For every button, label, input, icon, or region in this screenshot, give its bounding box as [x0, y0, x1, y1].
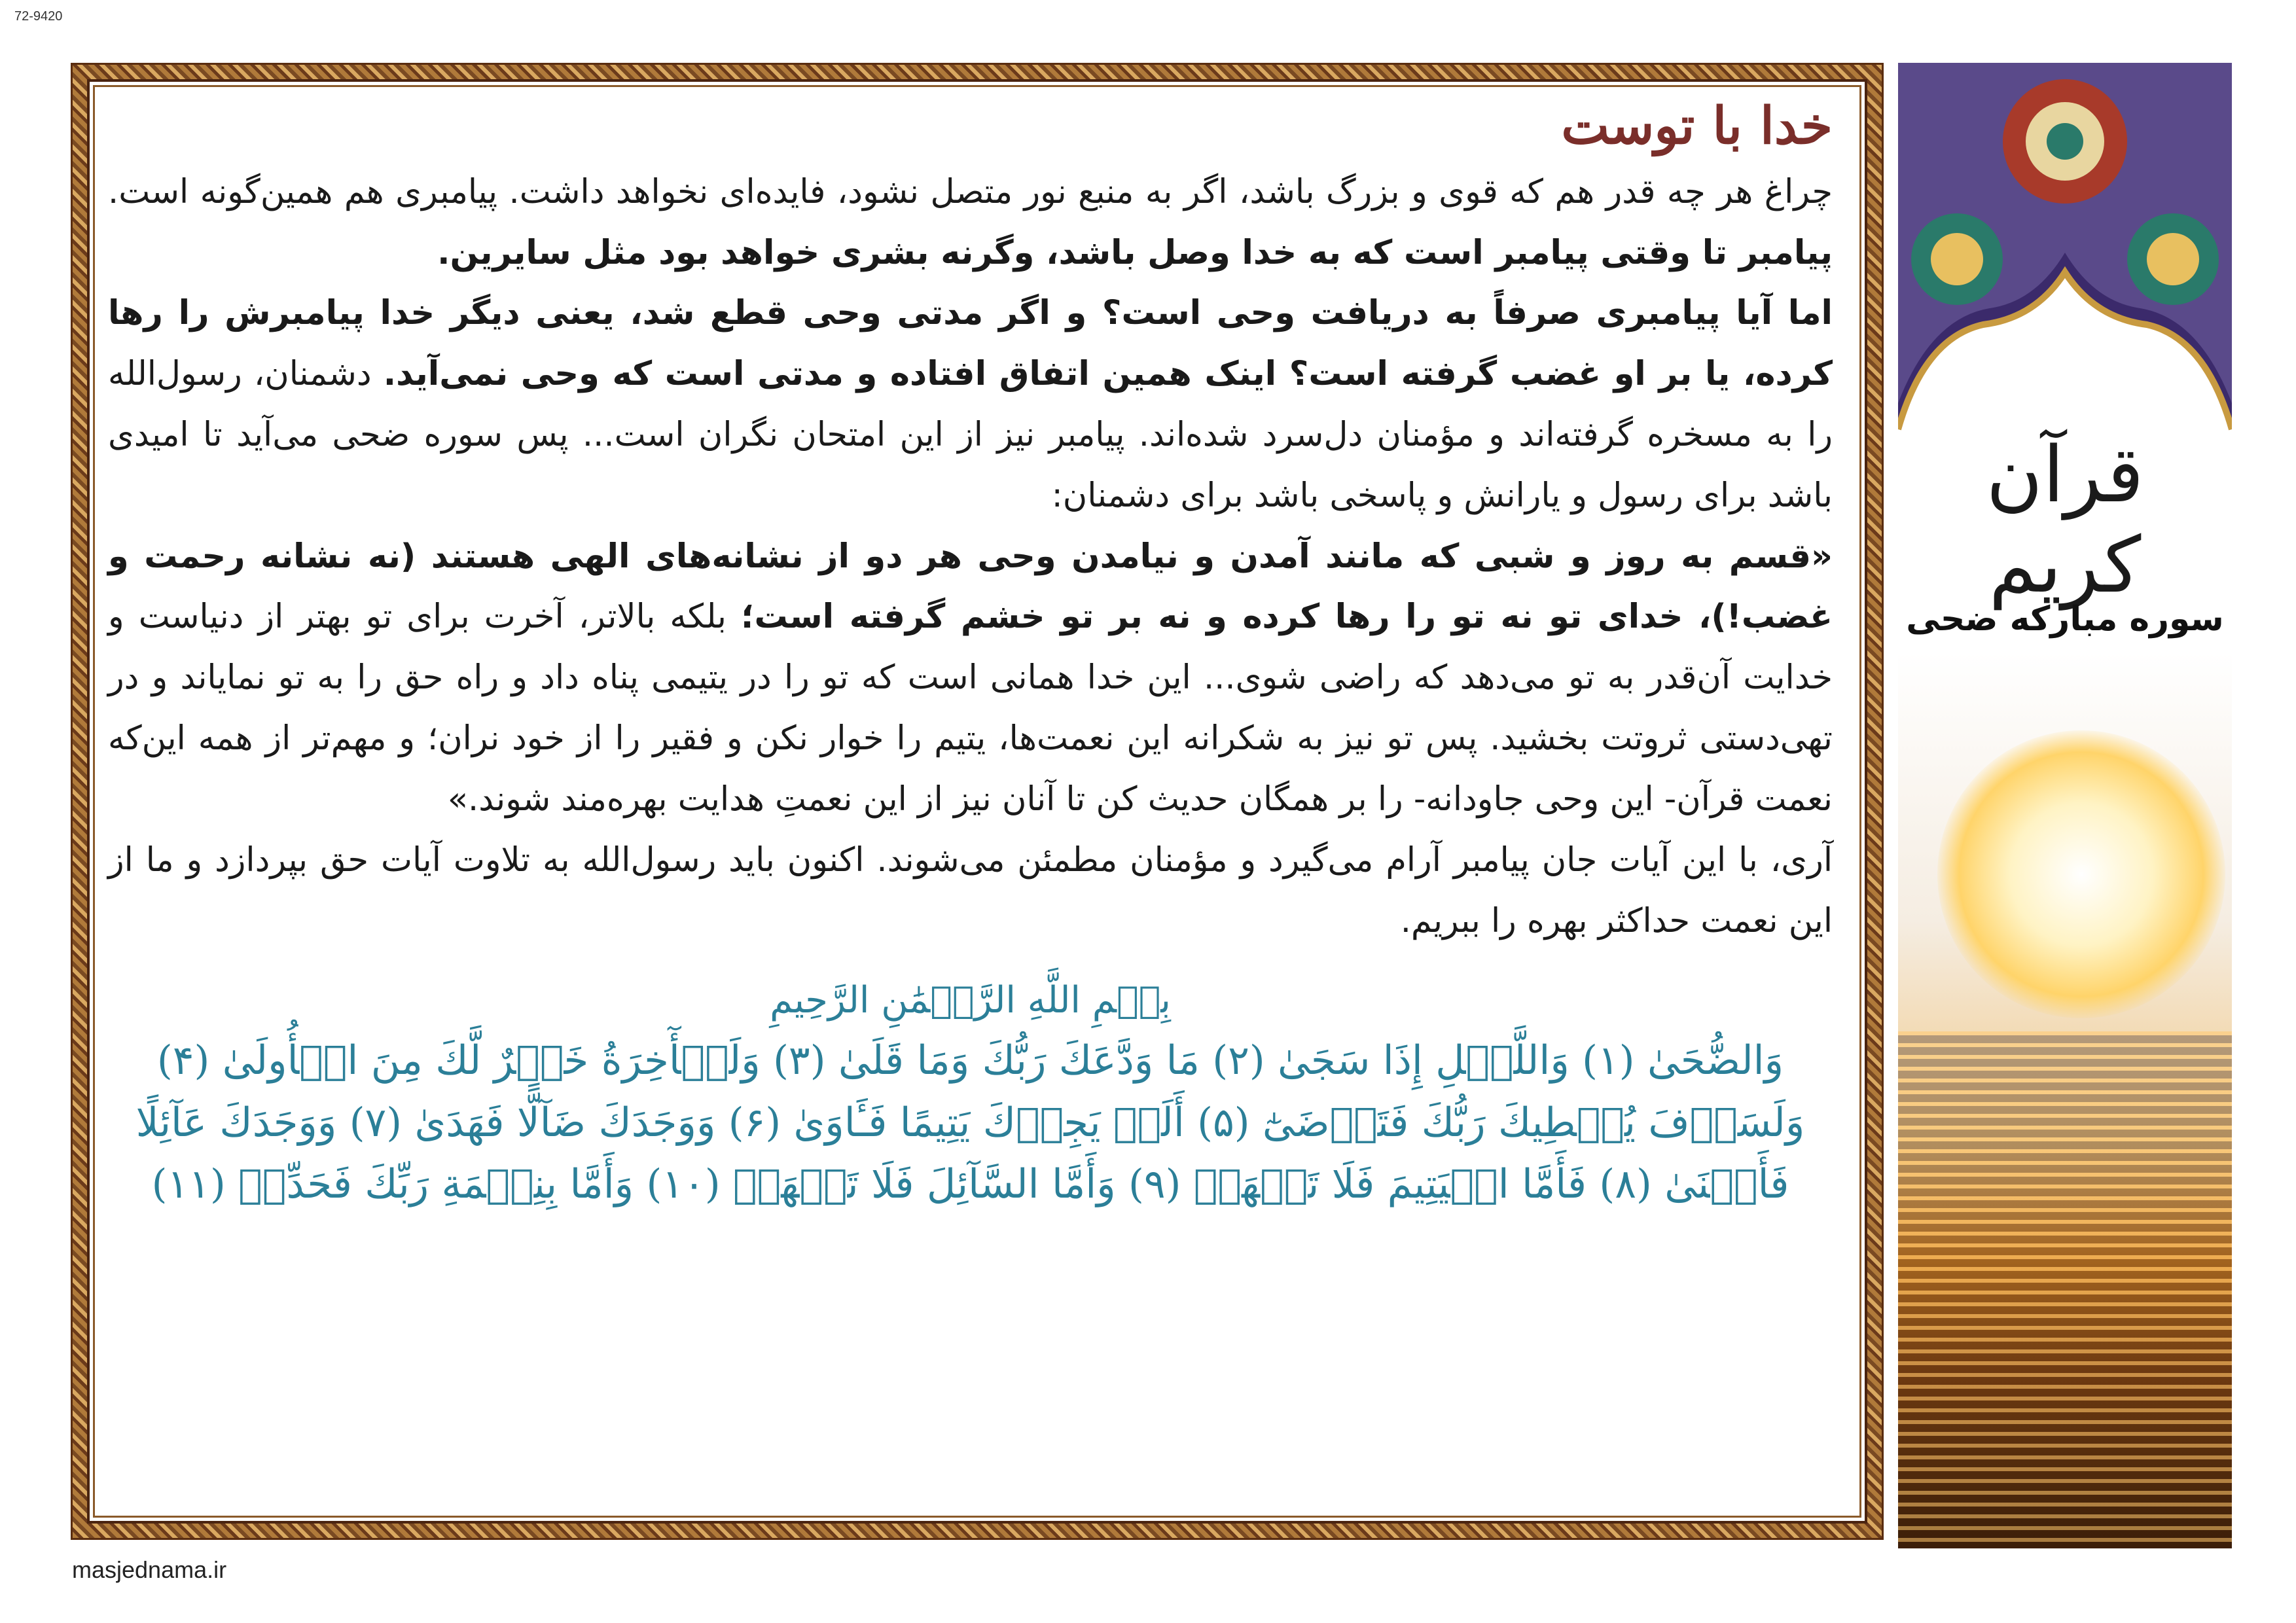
paragraph-2-text: دشمنان، رسول‌الله را به مسخره گرفته‌اند و مؤمنان دل‌سرد شده‌اند. پیامبر نیز از این امتحان نگران است... پس سوره ضحی می‌آید تا امیدی باشد برای رسول و یارانش و پاسخی باشد برای دشمنان:	[108, 355, 1833, 515]
article-title: خدا با توست	[1561, 96, 1833, 156]
article	[108, 98, 1833, 1216]
paragraph-3-text: بلکه بالاتر، آخرت برای تو بهتر از دنیاست و خدایت آن‌قدر به تو می‌دهد که راضی شوی... این خدا همانی است که تو را در یتیمی پناه داد و راه حق را به تو نمایاند و در تهی‌دستی ثروتت بخشید. پس تو نیز به شکرانه این نعمت‌ها، یتیم را خوار نکن و فقیر را از خود نران؛ و مهم‌تر از همه این‌که نعمت قرآن- این وحی جاودانه- را بر همگان حدیث کن تا آنان نیز از این نعمتِ هدایت بهره‌مند شوند.»	[108, 597, 1833, 819]
bismillah: بِسۡمِ اللَّهِ الرَّحۡمَٰنِ الرَّحِيمِ	[770, 979, 1171, 1022]
site-url: masjednama.ir	[72, 1556, 227, 1583]
paragraph-2-bold: اما آیا پیامبری صرفاً به دریافت وحی است؟ و اگر مدتی وحی قطع شد، یعنی دیگر خدا پیامبرش را رها کرده، یا بر او غضب گرفته است؟ اینک همین اتفاق افتاده و مدتی است که وحی نمی‌آید.	[108, 294, 1833, 394]
paragraph-3-bold: «قسم به روز و شبی که مانند آمدن و نیامدن وحی هر دو از نشانه‌های الهی هستند (نه نشانه رحمت و غضب!)، خدای تو نه تو را رها کرده و نه بر تو خشم گرفته است؛	[108, 537, 1833, 637]
surah-name: سوره مبارکه ضحی	[1906, 599, 2224, 639]
sea-reflection	[1898, 1031, 2232, 1548]
paragraph-1	[108, 162, 1833, 284]
paragraph-4: آری، با این آیات جان پیامبر آرام می‌گیرد و مؤمنان مطمئن می‌شوند. اکنون باید رسول‌الله به تلاوت آیات حق بپردازد و ما از این نعمت حداکثر بهره را ببریم.	[108, 840, 1833, 940]
quran-verses	[108, 971, 1833, 1215]
paragraph-2	[108, 283, 1833, 526]
side-panel	[1898, 63, 2232, 1548]
paragraph-1-bold: پیامبر تا وقتی پیامبر است که به خدا وصل باشد، وگرنه بشری خواهد بود مثل سایرین.	[437, 233, 1833, 272]
paragraph-1-text: چراغ هر چه قدر هم که قوی و بزرگ باشد، اگر به منبع نور متصل نشود، فایده‌ای نخواهد داشت. پیامبری هم همین‌گونه است.	[108, 172, 1833, 211]
paragraph-3	[108, 527, 1833, 830]
print-code: 72-9420	[14, 9, 63, 24]
quran-label: قرآن کریم	[1986, 429, 2144, 610]
sun	[1937, 730, 2225, 1018]
surah-verses: وَالضُّحَىٰ (۱) وَاللَّيۡلِ إِذَا سَجَىٰ (۲) مَا وَدَّعَكَ رَبُّكَ وَمَا قَلَىٰ (۳) وَلَلۡأٓخِرَةُ خَيۡرٌ لَّكَ مِنَ الۡأُولَىٰ (۴) وَلَسَوۡفَ يُعۡطِيكَ رَبُّكَ فَتَرۡضَىٰٓ (۵) أَلَمۡ يَجِدۡكَ يَتِيمًا فَـَٔاوَىٰ (۶) وَوَجَدَكَ ضَآلًّا فَهَدَىٰ (۷) وَوَجَدَكَ عَآئِلًا فَأَغۡنَىٰ (۸) فَأَمَّا الۡيَتِيمَ فَلَا تَقۡهَرۡ (۹) وَأَمَّا السَّآئِلَ فَلَا تَنۡهَرۡ (۱۰) وَأَمَّا بِنِعۡمَةِ رَبِّكَ فَحَدِّثۡ (۱۱)	[135, 1037, 1805, 1208]
